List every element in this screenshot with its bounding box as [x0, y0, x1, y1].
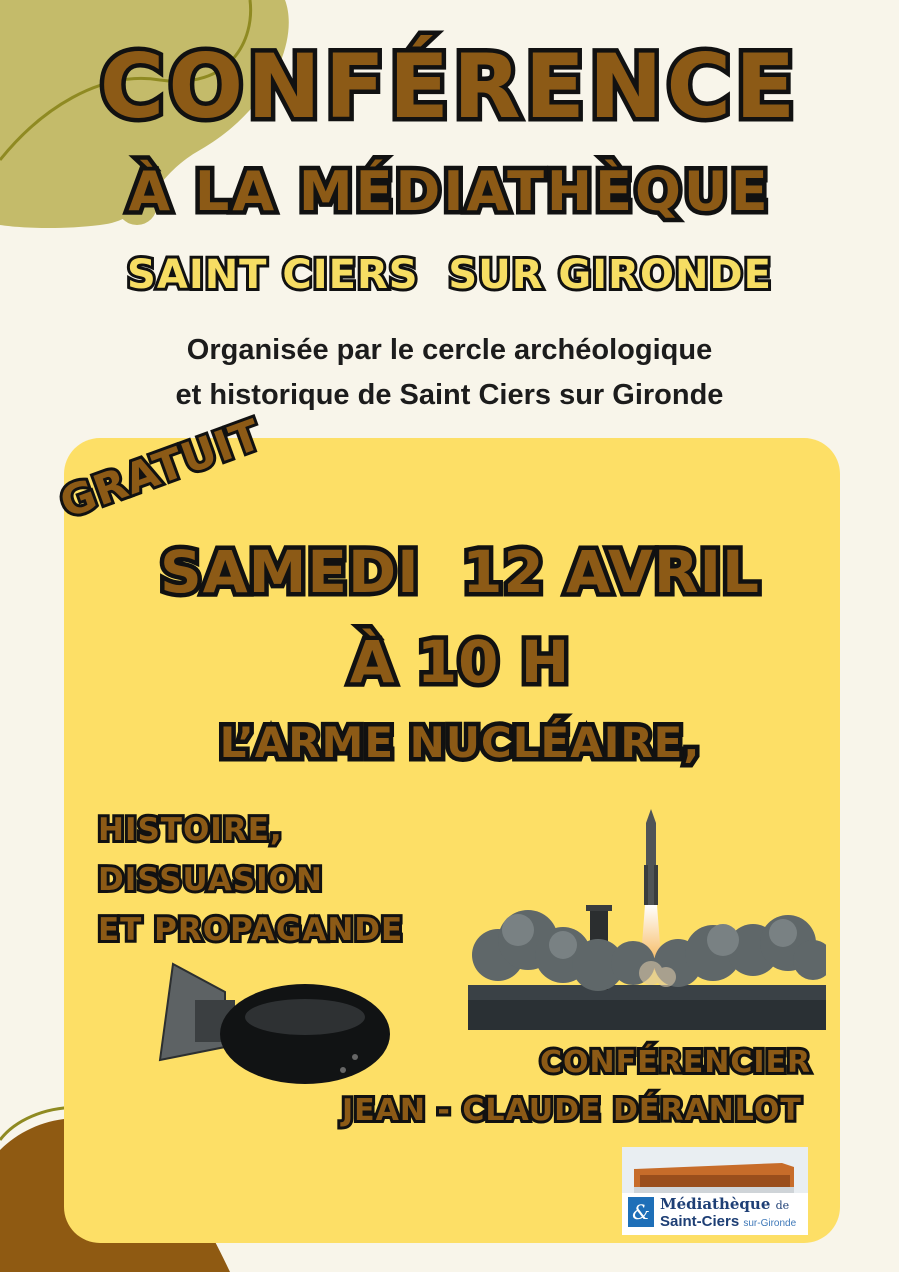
logo-title: Médiathèque	[660, 1195, 771, 1213]
mediatheque-logo[interactable]	[622, 1147, 808, 1235]
svg-text:&: &	[632, 1200, 650, 1224]
venue-line: À LA MÉDIATHÈQUE	[128, 160, 771, 223]
subtopic-line-2: DISSUASION	[98, 862, 323, 898]
poster-title: CONFÉRENCE	[99, 35, 800, 138]
event-topic: L’ARME NUCLÉAIRE,	[219, 718, 701, 767]
speaker-label: CONFÉRENCIER	[540, 1045, 812, 1080]
subtopic-line-1: HISTOIRE,	[98, 812, 283, 848]
bomb-image	[155, 962, 395, 1097]
free-tag: GRATUIT	[53, 409, 268, 528]
logo-suffix: sur-Gironde	[743, 1218, 797, 1229]
organizer-line-2: et historique de Saint Ciers sur Gironde	[175, 379, 724, 411]
logo-de: de	[775, 1199, 790, 1212]
logo-emblem-icon	[628, 1197, 654, 1227]
organizer-line-1: Organisée par le cercle archéologique	[186, 334, 713, 366]
town-line: SAINT CIERS SUR GIRONDE	[127, 252, 772, 298]
logo-town: Saint-Ciers	[660, 1213, 740, 1230]
event-time: À 10 H	[349, 628, 571, 696]
speaker-name: JEAN - CLAUDE DÉRANLOT	[342, 1093, 802, 1128]
event-date: SAMEDI 12 AVRIL	[159, 538, 761, 606]
rocket-launch-image	[468, 805, 826, 1030]
subtopic-line-3: ET PROPAGANDE	[98, 912, 404, 948]
library-building-image	[622, 1147, 808, 1193]
